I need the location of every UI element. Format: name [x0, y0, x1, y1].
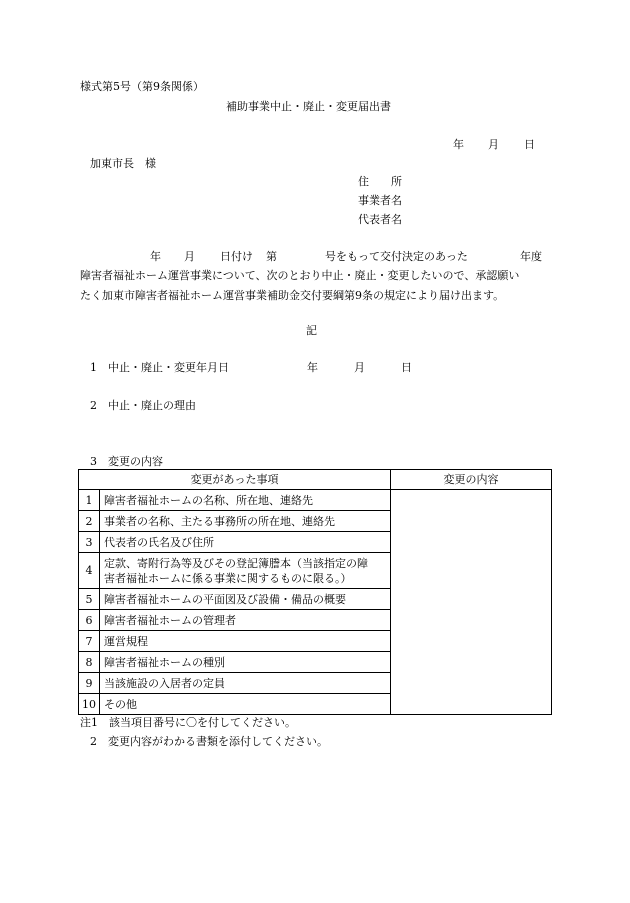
header-changed-item: 変更があった事項 [79, 470, 391, 490]
row-number[interactable]: 2 [79, 511, 100, 532]
row-number[interactable]: 5 [79, 589, 100, 610]
applicant-representative-label: 代表者名 [358, 213, 402, 226]
row-number[interactable]: 10 [79, 694, 100, 715]
form-number: 様式第5号（第9条関係） [80, 80, 204, 93]
row-item: その他 [100, 694, 391, 715]
body-line3: たく加東市障害者福祉ホーム運営事業補助金交付要綱第9条の規定により届け出ます。 [80, 289, 505, 302]
row-item-line2: 害者福祉ホームに係る事業に関するものに限る。） [104, 571, 352, 585]
note-2: 2 変更内容がわかる書類を添付してください。 [90, 735, 328, 748]
row-number[interactable]: 8 [79, 652, 100, 673]
body-go: 号をもって交付決定のあった [325, 250, 468, 263]
item2-label: 2 中止・廃止の理由 [90, 399, 196, 412]
row-item: 障害者福祉ホームの種別 [100, 652, 391, 673]
date-month: 月 [488, 138, 499, 151]
applicant-address-label: 住 所 [358, 175, 402, 188]
row-number[interactable]: 4 [79, 553, 100, 589]
addressee: 加東市長 様 [90, 157, 156, 170]
row-number[interactable]: 1 [79, 490, 100, 511]
item1-year: 年 [307, 361, 318, 374]
item1-month: 月 [354, 361, 365, 374]
row-item [100, 553, 391, 589]
item3-label: 3 変更の内容 [90, 455, 163, 468]
body-paragraph [80, 266, 550, 306]
applicant-business-name-label: 事業者名 [358, 194, 402, 207]
body-month: 月 [184, 250, 195, 263]
document-title: 補助事業中止・廃止・変更届出書 [226, 100, 391, 113]
row-item: 障害者福祉ホームの管理者 [100, 610, 391, 631]
row-number[interactable]: 3 [79, 532, 100, 553]
row-item: 障害者福祉ホームの平面図及び設備・備品の概要 [100, 589, 391, 610]
row-item: 障害者福祉ホームの名称、所在地、連絡先 [100, 490, 391, 511]
row-item: 当該施設の入居者の定員 [100, 673, 391, 694]
body-nendo: 年度 [520, 250, 542, 263]
changes-table [78, 469, 552, 715]
item1-label: 1 中止・廃止・変更年月日 [90, 361, 229, 374]
body-line2: 障害者福祉ホーム運営事業について、次のとおり中止・廃止・変更したいので、承認願い [80, 269, 520, 282]
body-year: 年 [150, 250, 161, 263]
note-1: 注1 該当項目番号に〇を付してください。 [80, 716, 296, 729]
date-day: 日 [524, 138, 535, 151]
body-dai: 第 [266, 250, 277, 263]
date-year: 年 [453, 138, 464, 151]
table-header-row [79, 470, 552, 490]
row-item: 代表者の氏名及び住所 [100, 532, 391, 553]
row-item: 運営規程 [100, 631, 391, 652]
row-number[interactable]: 6 [79, 610, 100, 631]
header-change-content: 変更の内容 [391, 470, 552, 490]
row-item-line1: 定款、寄附行為等及びその登記簿謄本（当該指定の障 [104, 556, 368, 570]
change-content-cell[interactable] [391, 490, 552, 715]
table-row [79, 490, 552, 511]
row-number[interactable]: 7 [79, 631, 100, 652]
row-item: 事業者の名称、主たる事務所の所在地、連絡先 [100, 511, 391, 532]
ki-heading: 記 [306, 324, 317, 337]
body-dated: 日付け [220, 250, 253, 263]
row-number[interactable]: 9 [79, 673, 100, 694]
item1-day: 日 [401, 361, 412, 374]
